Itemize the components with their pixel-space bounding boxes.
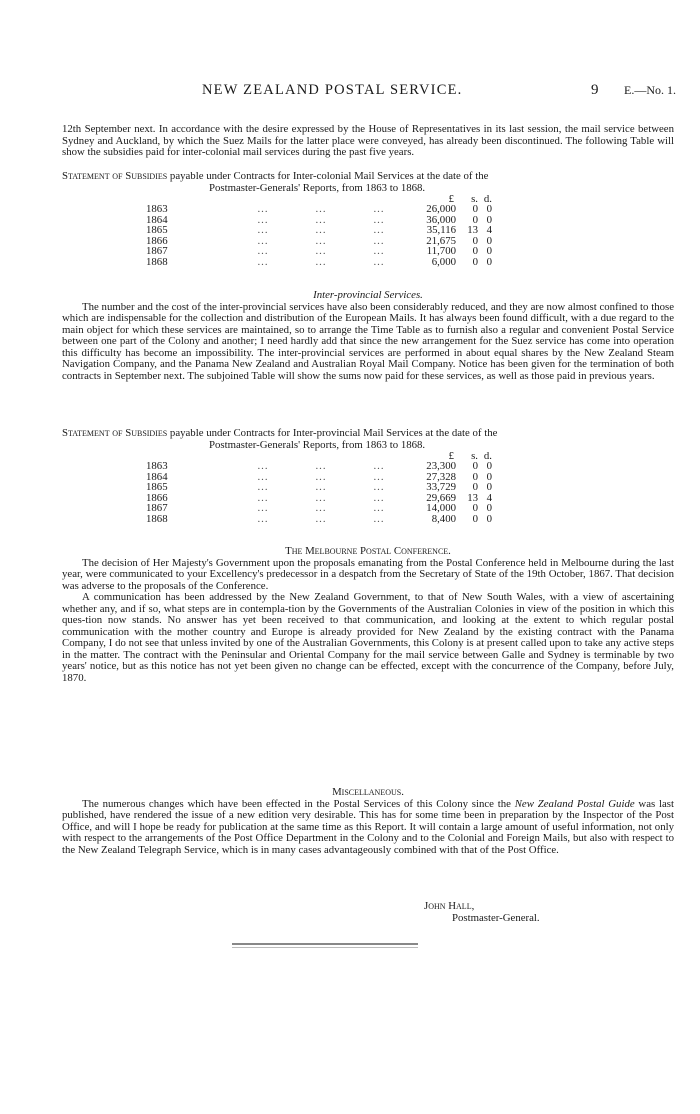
caption-text: payable under Contracts for Inter-provincial Mail Services at the date of the xyxy=(167,427,498,439)
year-cell: 1868 xyxy=(146,255,168,268)
table-row: 1865 ... ... ... 35,116 13 4 xyxy=(146,224,492,237)
shillings-unit: s. xyxy=(471,450,478,462)
pence-cell: 0 xyxy=(486,213,492,226)
table-row: 1867 ... ... ... 11,700 0 0 xyxy=(146,245,492,258)
pence-cell: 0 xyxy=(486,481,492,494)
caption-lead: Statement of Subsidies xyxy=(62,170,168,182)
pence-cell: 0 xyxy=(486,470,492,483)
year-cell: 1863 xyxy=(146,203,168,215)
year-cell: 1868 xyxy=(146,512,168,525)
shillings-cell: 0 xyxy=(472,203,478,215)
pounds-cell: 26,000 xyxy=(426,203,456,215)
caption-lead: Statement of Subsidies xyxy=(62,427,168,439)
year-cell: 1863 xyxy=(146,460,168,472)
intro-paragraph: 12th September next. In accordance with the desire expressed by the House of Representatives in its last session, the mail service between Sydney and Auckland, by which the Suez Mails for the latter place were conveyed, has already been discontinued. The following Table will show the subsidies paid for inter-colonial mail services during the past five years. xyxy=(62,123,674,158)
table-row: 1868 ... ... ... 6,000 0 0 xyxy=(146,255,492,268)
page-header xyxy=(62,82,676,102)
interprovincial-paragraph: The number and the cost of the inter-provincial services have also been considerably reduced, and they are now almost confined to those which are indispensable for the collection and distribution of the European Mails. It has always been found difficult, with a due regard to the main object for which these services are maintained, so to arrange the Time Table as to furnish also a regular and convenient Postal Service between one part of the Colony and another; I need hardly add that since the new arrangement for the Suez service has come into operation this difficulty has become an impossibility. The inter-provincial services are performed in about equal shares by the New Zealand Steam Navigation Company, and the Panama New Zealand and Australian Royal Mail Company. Notice has been given for the termination of both contracts in September next. The subjoined Table will show the sums now paid for these services, as well as those paid in previous years. xyxy=(62,300,674,382)
pounds-unit: £ xyxy=(448,193,454,205)
year-cell: 1864 xyxy=(146,213,168,226)
shillings-unit: s. xyxy=(471,193,478,205)
table-row: 1864 ... ... ... 27,328 0 0 xyxy=(146,470,492,483)
pence-cell: 0 xyxy=(486,502,492,515)
misc-text-end: was last published, have rendered the issue of a new edition very desirable. This has for some time been in preparation by the Inspector of the Post Office, and will I hope be ready for publication at the same time as this Report. It will contain a large amount of useful information, not only with respect to the arrangements of the Post Office Department in the Colony and to the Colonial and Foreign Mails, but also with respect to the New Zealand Telegraph Service, which is in many cases advantageously combined with that of the Post Office. xyxy=(62,797,674,856)
table-row: 1865 ... ... ... 33,729 0 0 xyxy=(146,481,492,494)
pounds-cell: 8,400 xyxy=(431,512,456,525)
intro-section xyxy=(62,124,674,159)
pounds-cell: 14,000 xyxy=(426,502,456,515)
pounds-cell: 23,300 xyxy=(426,460,456,472)
shillings-cell: 0 xyxy=(472,481,478,494)
pence-cell: 0 xyxy=(486,203,492,215)
caption-text: payable under Contracts for Inter-colonial Mail Services at the date of the xyxy=(167,170,489,182)
intercolonial-subsidies-table xyxy=(62,171,674,268)
shillings-cell: 0 xyxy=(472,213,478,226)
year-cell: 1866 xyxy=(146,491,168,504)
pounds-cell: 21,675 xyxy=(426,234,456,247)
pence-unit: d. xyxy=(483,193,492,205)
closing-rule xyxy=(232,943,418,945)
interprovincial-subsidies-table xyxy=(62,428,674,525)
miscellaneous-paragraph xyxy=(62,799,674,857)
table-row: 1867 ... ... ... 14,000 0 0 xyxy=(146,502,492,515)
melbourne-paragraph-1: The decision of Her Majesty's Government upon the proposals emanating from the Postal Conference held in Melbourne during the last year, were communicated to your Excellency's predecessor in a despatch from the Secretary of State of the 19th October, 1867. That decision was adverse to the proposals of the Conference. xyxy=(62,556,674,592)
shillings-cell: 13 xyxy=(467,491,478,504)
pence-cell: 4 xyxy=(486,491,492,504)
year-cell: 1864 xyxy=(146,470,168,483)
signature-block xyxy=(424,900,540,924)
shillings-cell: 13 xyxy=(467,224,478,237)
year-cell: 1865 xyxy=(146,224,168,237)
pounds-cell: 33,729 xyxy=(426,481,456,494)
pence-cell: 0 xyxy=(486,245,492,258)
table-row: 1864 ... ... ... 36,000 0 0 xyxy=(146,213,492,226)
page-number: 9 xyxy=(591,82,599,98)
table-row: 1866 ... ... ... 29,669 13 4 xyxy=(146,491,492,504)
pounds-cell: 6,000 xyxy=(431,255,456,268)
table-caption xyxy=(62,428,674,451)
year-cell: 1867 xyxy=(146,245,168,258)
year-cell: 1867 xyxy=(146,502,168,515)
pence-cell: 4 xyxy=(486,224,492,237)
pounds-unit: £ xyxy=(448,450,454,462)
melbourne-conference-section xyxy=(62,546,674,684)
table-caption xyxy=(62,171,674,194)
caption-line-2: Postmaster-Generals' Reports, from 1863 to 1868. xyxy=(209,438,426,451)
section-heading: Inter-provincial Services. xyxy=(313,289,423,301)
shillings-cell: 0 xyxy=(472,234,478,247)
pence-cell: 0 xyxy=(486,255,492,268)
pounds-cell: 11,700 xyxy=(426,245,456,258)
pounds-cell: 36,000 xyxy=(426,213,456,226)
caption-line-2: Postmaster-Generals' Reports, from 1863 to 1868. xyxy=(209,181,426,194)
shillings-cell: 0 xyxy=(472,512,478,525)
pence-cell: 0 xyxy=(486,512,492,525)
subsidy-table xyxy=(146,451,492,525)
shillings-cell: 0 xyxy=(472,460,478,472)
running-title: NEW ZEALAND POSTAL SERVICE. xyxy=(202,82,463,98)
subsidy-table xyxy=(146,194,492,268)
signatory-name: John Hall, xyxy=(424,900,475,912)
table-row: 1868 ... ... ... 8,400 0 0 xyxy=(146,512,492,525)
interprovincial-section xyxy=(62,290,674,382)
table-row: 1863 ... ... ... 23,300 0 0 xyxy=(146,460,492,472)
section-heading: Miscellaneous. xyxy=(332,786,404,798)
year-cell: 1865 xyxy=(146,481,168,494)
pounds-cell: 29,669 xyxy=(426,491,456,504)
signatory-title: Postmaster-General. xyxy=(452,912,540,924)
table-row: 1863 ... ... ... 26,000 0 0 xyxy=(146,203,492,215)
miscellaneous-section xyxy=(62,787,674,856)
pence-cell: 0 xyxy=(486,234,492,247)
shillings-cell: 0 xyxy=(472,255,478,268)
shillings-cell: 0 xyxy=(472,502,478,515)
closing-rule-secondary xyxy=(232,947,418,948)
shillings-cell: 0 xyxy=(472,470,478,483)
misc-text-start: The numerous changes which have been effected in the Postal Services of this Colony since the xyxy=(82,797,515,810)
postal-guide-title: New Zealand Postal Guide xyxy=(514,797,635,810)
year-cell: 1866 xyxy=(146,234,168,247)
pounds-cell: 27,328 xyxy=(426,470,456,483)
section-heading: The Melbourne Postal Conference. xyxy=(285,545,451,557)
table-row: 1866 ... ... ... 21,675 0 0 xyxy=(146,234,492,247)
pounds-cell: 35,116 xyxy=(426,224,456,237)
pence-unit: d. xyxy=(483,450,492,462)
document-reference: E.—No. 1. xyxy=(624,83,676,97)
pence-cell: 0 xyxy=(486,460,492,472)
shillings-cell: 0 xyxy=(472,245,478,258)
melbourne-paragraph-2: A communication has been addressed by the New Zealand Government, to that of New South Wales, with a view of ascertaining whether any, and if so, what steps are in contempla-tion by the Governments of the Australian Colonies in view of the position in which this ques-tion now stands. No answer has yet been received to that communication, and looking at the extent to which regular postal communication with the mother country and Europe is already provided for New Zealand by the existing contract with the Panama Company, I do not see that unless invited by one of the Australian Governments, this Colony is at present called upon to take any active steps in the matter. The contract with the Peninsular and Oriental Company for the mail service between Galle and Sydney is terminable by two years' notice, but as this notice has not yet been given no change can be effected, except with the concurrence of the Company, before July, 1870. xyxy=(62,591,674,684)
